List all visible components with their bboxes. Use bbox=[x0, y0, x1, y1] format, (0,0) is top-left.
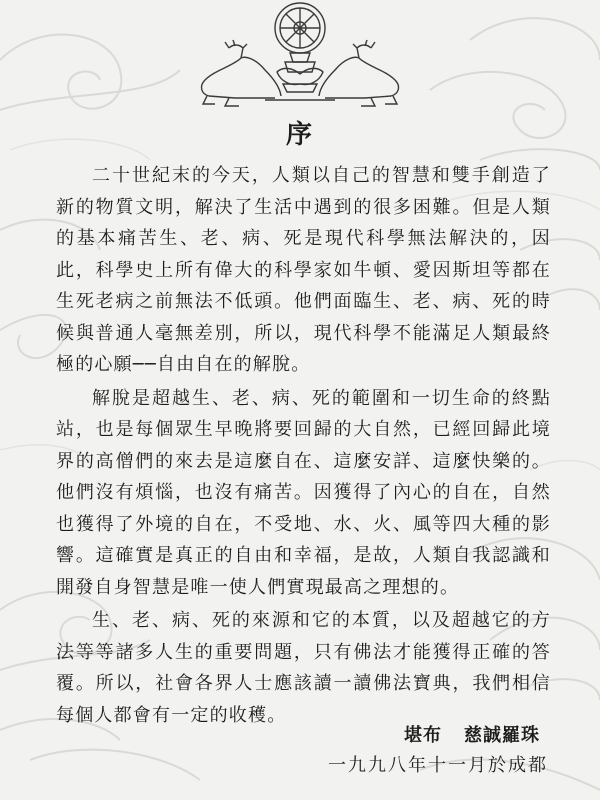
author-title: 堪布 bbox=[404, 725, 442, 746]
author-signature bbox=[0, 721, 540, 747]
preface-body bbox=[56, 160, 551, 731]
dharma-wheel-with-deer-icon bbox=[185, 0, 415, 112]
paragraph-2: 解脫是超越生、老、病、死的範圍和一切生命的終點站，也是每個眾生早晚將要回歸的大自然，已經回歸此境界的高僧們的來去是這麼自在、這麼安詳、這麼快樂的。他們沒有煩惱，也沒有痛苦。因獲得了內心的自在，自然也獲得了外境的自在，不受地、水、火、風等四大種的影響。這確實是真正的自由和幸福，是故，人類自我認識和開發自身智慧是唯一使人們實現最高之理想的。 bbox=[56, 387, 551, 598]
author-name: 慈誠羅珠 bbox=[464, 725, 540, 746]
paragraph-3: 生、老、病、死的來源和它的本質，以及超越它的方法等等諸多人生的重要問題，只有佛法才能獲得正確的答覆。所以，社會各界人士應該讀一讀佛法寶典，我們相信每個人都會有一定的收穫。 bbox=[56, 610, 551, 726]
signature-date: 一九九八年十一月於成都 bbox=[328, 755, 548, 776]
paragraph-1: 二十世紀末的今天，人類以自己的智慧和雙手創造了新的物質文明，解決了生活中遇到的很多困難。但是人類的基本痛苦生、老、病、死是現代科學無法解決的，因此，科學史上所有偉大的科學家如牛頓、愛因斯坦等都在生死老病之前無法不低頭。他們面臨生、老、病、死的時候與普通人毫無差別，所以，現代科學不能滿足人類最終極的心願──自由自在的解脫。 bbox=[56, 165, 551, 375]
page-title: 序 bbox=[285, 120, 314, 150]
